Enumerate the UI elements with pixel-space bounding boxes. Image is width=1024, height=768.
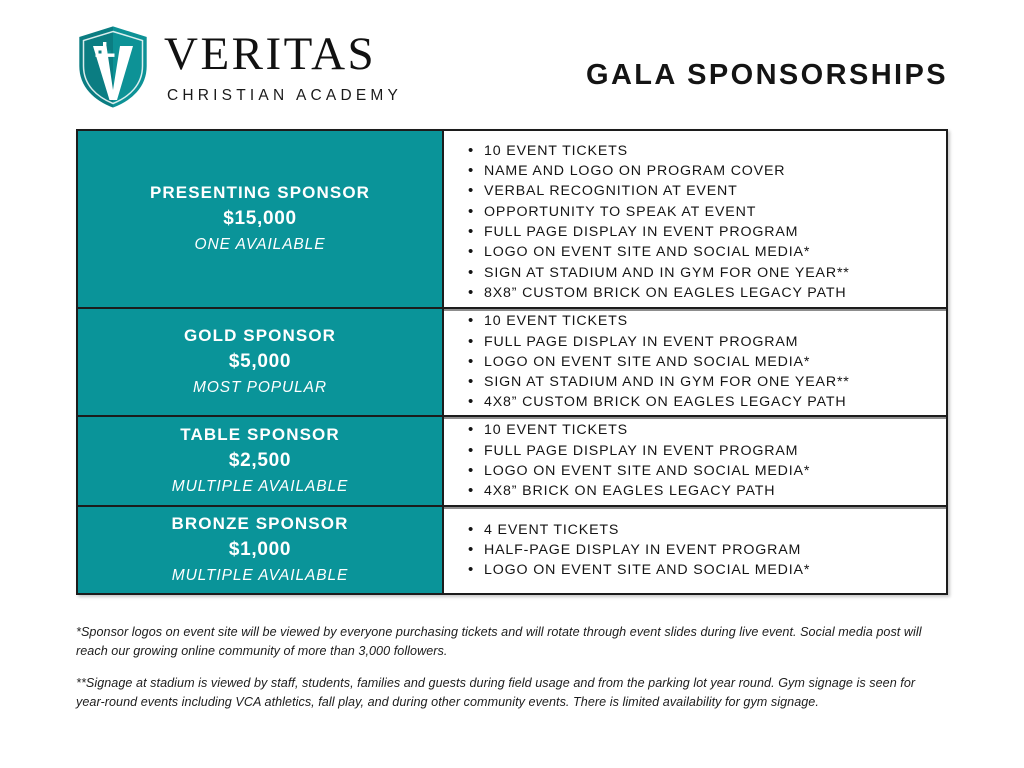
brand-logo-block xyxy=(76,24,402,110)
list-item: • 10 EVENT TICKETS xyxy=(484,311,936,331)
list-item: • 4X8” BRICK ON EAGLES LEGACY PATH xyxy=(484,481,936,501)
tier-price: $1,000 xyxy=(228,539,292,561)
tier-cell xyxy=(78,507,444,593)
list-item: • 8X8” CUSTOM BRICK ON EAGLES LEGACY PATH xyxy=(484,283,936,303)
list-item: • 4 EVENT TICKETS xyxy=(484,520,936,540)
tier-availability: MULTIPLE AVAILABLE xyxy=(171,477,349,495)
list-item: • OPPORTUNITY TO SPEAK AT EVENT xyxy=(484,202,936,222)
list-item: • FULL PAGE DISPLAY IN EVENT PROGRAM xyxy=(484,222,936,242)
list-item: • VERBAL RECOGNITION AT EVENT xyxy=(484,181,936,201)
brand-wordmark xyxy=(164,29,402,105)
list-item: • LOGO ON EVENT SITE AND SOCIAL MEDIA* xyxy=(484,242,936,262)
list-item: • LOGO ON EVENT SITE AND SOCIAL MEDIA* xyxy=(484,461,936,481)
list-item: • FULL PAGE DISPLAY IN EVENT PROGRAM xyxy=(484,441,936,461)
tier-cell xyxy=(78,309,444,415)
table-row xyxy=(78,131,946,307)
list-item: • FULL PAGE DISPLAY IN EVENT PROGRAM xyxy=(484,332,936,352)
tier-price: $2,500 xyxy=(228,450,292,472)
brand-name: VERITAS xyxy=(164,28,377,80)
tier-cell xyxy=(78,417,444,505)
footnote-asterisk: *Sponsor logos on event site will be viewed by everyone purchasing tickets and will rotate through event slides during live event. Social media post will reach our growing online community of more than 3,000 followers. xyxy=(76,625,922,658)
tier-name: TABLE SPONSOR xyxy=(180,425,340,445)
veritas-shield-logo-icon xyxy=(76,24,150,110)
list-item: • SIGN AT STADIUM AND IN GYM FOR ONE YEAR** xyxy=(484,372,936,392)
list-item: • HALF-PAGE DISPLAY IN EVENT PROGRAM xyxy=(484,540,936,560)
benefits-list xyxy=(444,311,946,412)
benefits-list xyxy=(444,520,946,581)
benefits-cell xyxy=(444,507,946,593)
sponsorship-tiers-table xyxy=(76,129,948,595)
list-item: • LOGO ON EVENT SITE AND SOCIAL MEDIA* xyxy=(484,352,936,372)
tier-price: $5,000 xyxy=(228,351,292,373)
footnote-double-asterisk: **Signage at stadium is viewed by staff, students, families and guests during field usage and from the parking lot year round. Gym signage is seen for year-round events including VCA athletics, fall play, and during other community events. There is limited availability for gym signage. xyxy=(76,676,916,709)
tier-name: PRESENTING SPONSOR xyxy=(149,183,371,203)
list-item: • 10 EVENT TICKETS xyxy=(484,420,936,440)
benefits-list xyxy=(444,135,946,303)
list-item: • 10 EVENT TICKETS xyxy=(484,141,936,161)
list-item: • LOGO ON EVENT SITE AND SOCIAL MEDIA* xyxy=(484,560,936,580)
table-row xyxy=(78,415,946,505)
tier-name: BRONZE SPONSOR xyxy=(171,514,349,534)
tier-name: GOLD SPONSOR xyxy=(183,326,337,346)
tier-availability: ONE AVAILABLE xyxy=(194,235,326,253)
page-title: GALA SPONSORSHIPS xyxy=(586,59,948,91)
tier-availability: MULTIPLE AVAILABLE xyxy=(171,566,349,584)
benefits-cell xyxy=(444,309,946,415)
list-item: • SIGN AT STADIUM AND IN GYM FOR ONE YEAR** xyxy=(484,263,936,283)
tier-cell xyxy=(78,131,444,307)
table-row xyxy=(78,505,946,593)
tier-price: $15,000 xyxy=(223,208,297,230)
list-item: • 4X8” CUSTOM BRICK ON EAGLES LEGACY PATH xyxy=(484,392,936,412)
table-row xyxy=(78,307,946,415)
benefits-cell xyxy=(444,417,946,505)
tier-availability: MOST POPULAR xyxy=(193,378,327,396)
benefits-cell xyxy=(444,131,946,307)
page-header xyxy=(0,0,1024,128)
list-item: • NAME AND LOGO ON PROGRAM COVER xyxy=(484,161,936,181)
benefits-list xyxy=(444,420,946,501)
footnotes xyxy=(76,623,946,711)
brand-subtitle: CHRISTIAN ACADEMY xyxy=(167,87,403,104)
